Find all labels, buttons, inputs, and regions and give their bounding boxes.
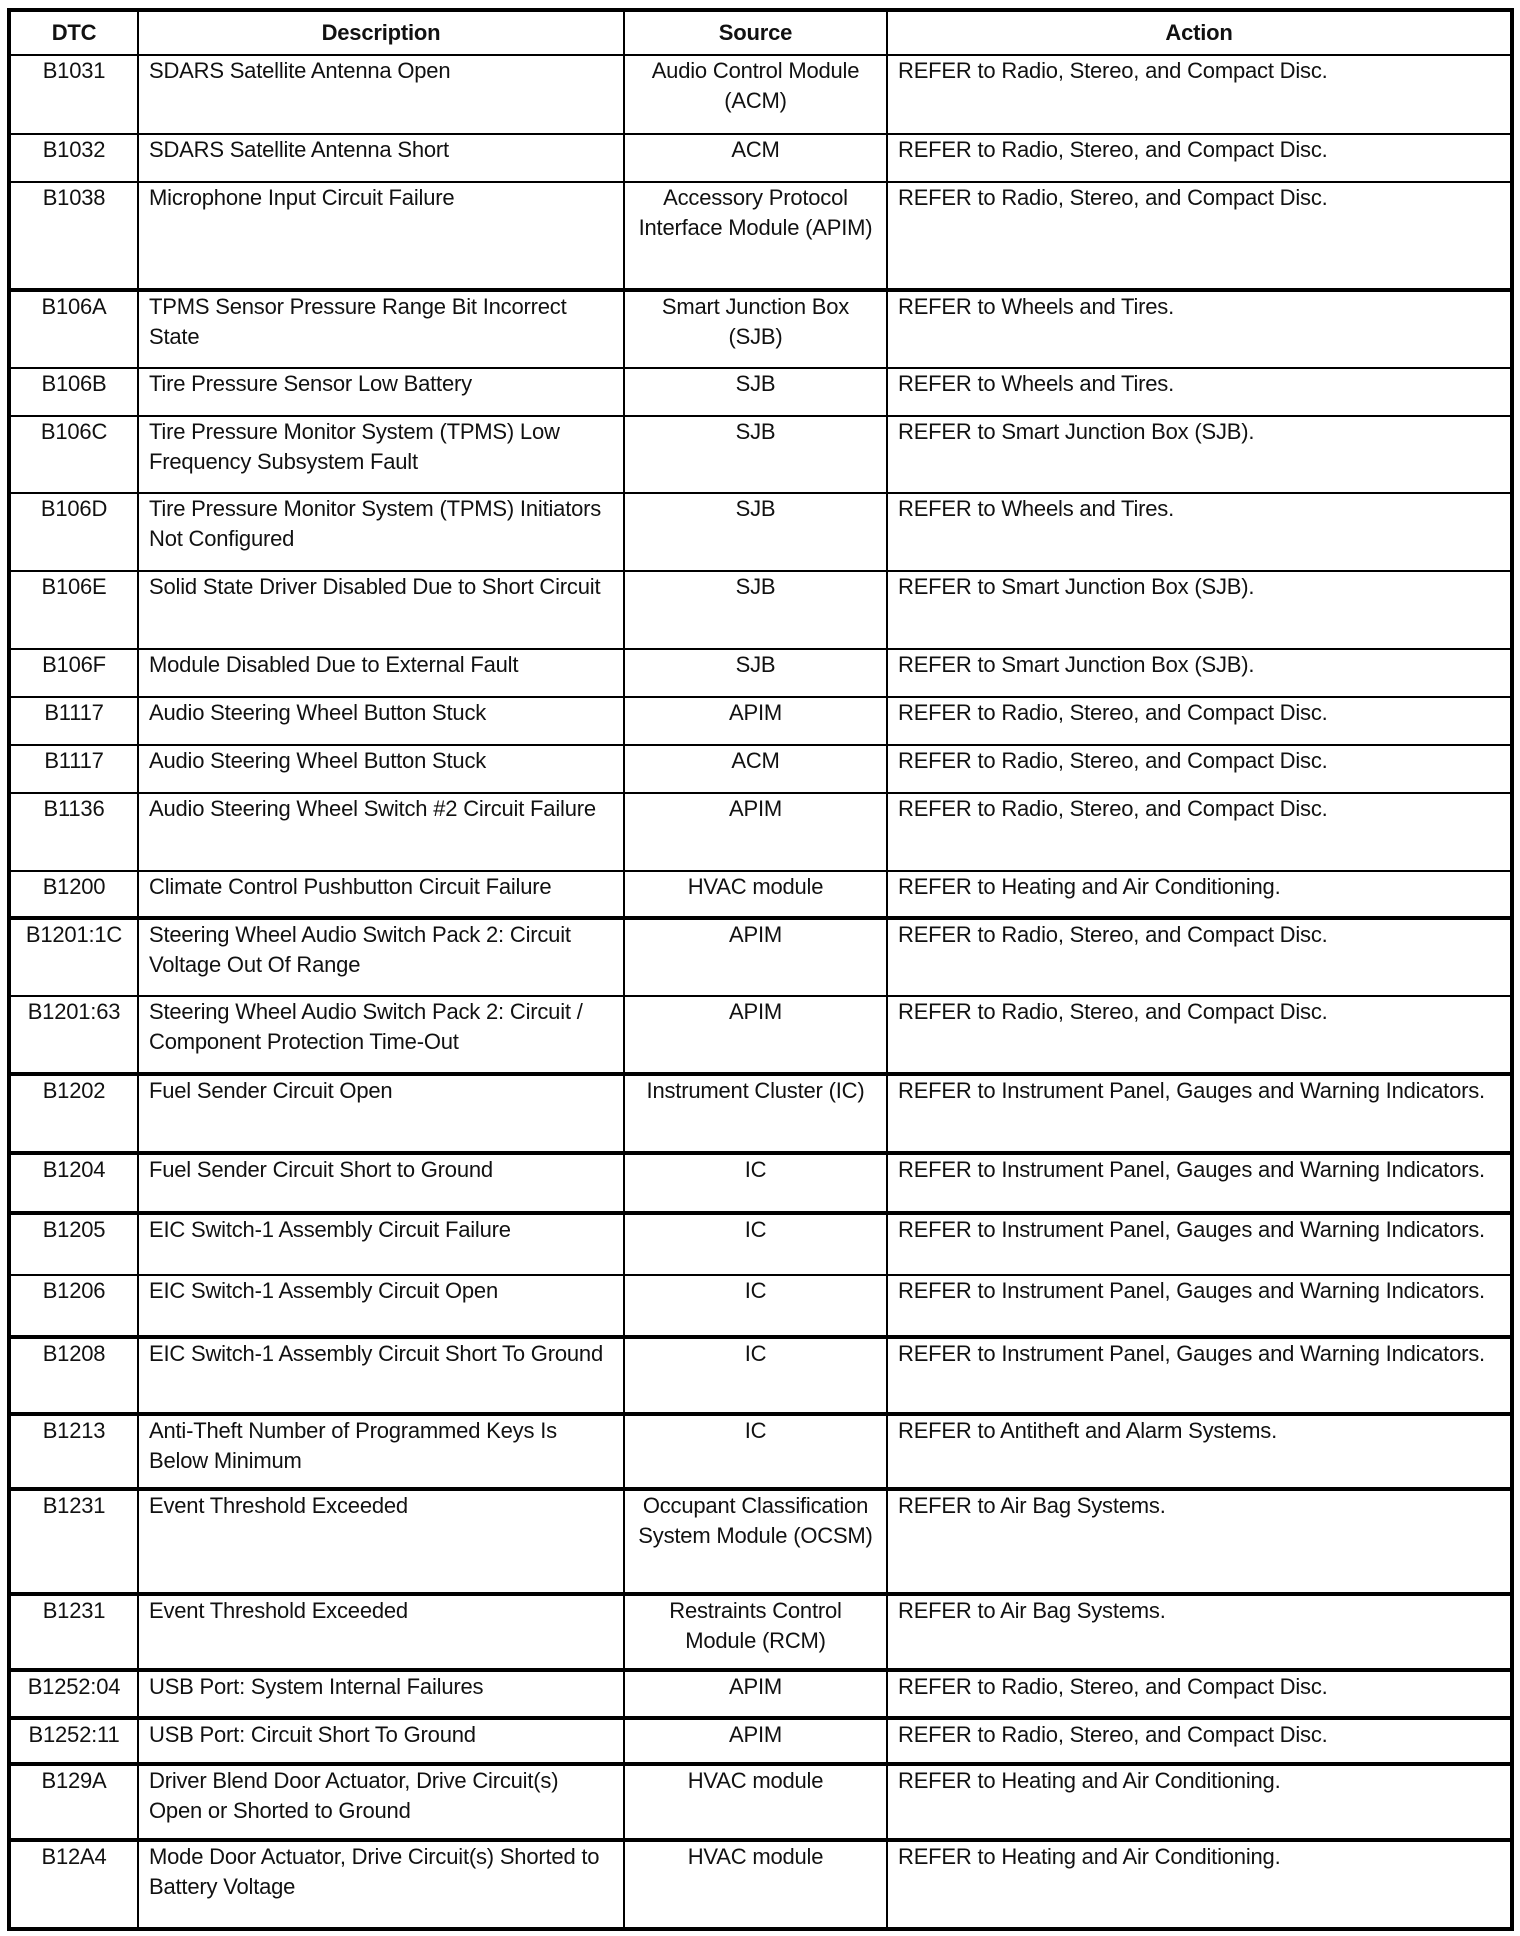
description-cell: Anti-Theft Number of Programmed Keys Is Below Minimum [138,1414,624,1489]
table-row [9,1489,1512,1594]
action-cell: REFER to Wheels and Tires. [887,493,1512,571]
table-row [9,1594,1512,1670]
dtc-cell: B1213 [9,1414,138,1489]
source-cell: Smart Junction Box (SJB) [624,290,887,368]
table-row [9,697,1512,745]
action-cell: REFER to Smart Junction Box (SJB). [887,416,1512,493]
description-cell: Fuel Sender Circuit Short to Ground [138,1153,624,1213]
dtc-cell: B1201:1C [9,918,138,996]
description-cell: SDARS Satellite Antenna Short [138,134,624,182]
dtc-cell: B129A [9,1764,138,1840]
source-cell: IC [624,1213,887,1275]
dtc-cell: B1202 [9,1074,138,1153]
dtc-cell: B106D [9,493,138,571]
dtc-cell: B1252:11 [9,1718,138,1764]
action-cell: REFER to Instrument Panel, Gauges and Warning Indicators. [887,1337,1512,1414]
header-dtc: DTC [9,10,138,55]
table-row [9,1718,1512,1764]
action-cell: REFER to Radio, Stereo, and Compact Disc. [887,745,1512,793]
source-cell: Accessory Protocol Interface Module (APIM) [624,182,887,290]
action-cell: REFER to Air Bag Systems. [887,1489,1512,1594]
table-row [9,1840,1512,1929]
dtc-cell: B1252:04 [9,1670,138,1718]
source-cell: APIM [624,1718,887,1764]
description-cell: Driver Blend Door Actuator, Drive Circuit(s) Open or Shorted to Ground [138,1764,624,1840]
description-cell: Audio Steering Wheel Button Stuck [138,697,624,745]
table-row [9,1153,1512,1213]
source-cell: HVAC module [624,1840,887,1929]
table-row [9,55,1512,134]
source-cell: APIM [624,1670,887,1718]
description-cell: EIC Switch-1 Assembly Circuit Short To Ground [138,1337,624,1414]
action-cell: REFER to Heating and Air Conditioning. [887,1764,1512,1840]
dtc-cell: B1200 [9,871,138,918]
description-cell: Tire Pressure Sensor Low Battery [138,368,624,416]
dtc-table [7,8,1514,1931]
table-row [9,134,1512,182]
source-cell: Restraints Control Module (RCM) [624,1594,887,1670]
dtc-cell: B1032 [9,134,138,182]
source-cell: HVAC module [624,1764,887,1840]
source-cell: IC [624,1275,887,1337]
dtc-cell: B106A [9,290,138,368]
table-row [9,1275,1512,1337]
action-cell: REFER to Heating and Air Conditioning. [887,871,1512,918]
table-row [9,493,1512,571]
table-row [9,1764,1512,1840]
action-cell: REFER to Radio, Stereo, and Compact Disc. [887,134,1512,182]
dtc-cell: B1231 [9,1489,138,1594]
source-cell: SJB [624,571,887,649]
action-cell: REFER to Radio, Stereo, and Compact Disc. [887,1670,1512,1718]
table-row [9,745,1512,793]
dtc-cell: B1206 [9,1275,138,1337]
table-row [9,290,1512,368]
description-cell: EIC Switch-1 Assembly Circuit Failure [138,1213,624,1275]
description-cell: SDARS Satellite Antenna Open [138,55,624,134]
dtc-cell: B1136 [9,793,138,871]
table-row [9,416,1512,493]
source-cell: APIM [624,996,887,1074]
table-row [9,368,1512,416]
source-cell: Occupant Classification System Module (OCSM) [624,1489,887,1594]
table-row [9,793,1512,871]
dtc-cell: B1031 [9,55,138,134]
dtc-cell: B12A4 [9,1840,138,1929]
action-cell: REFER to Wheels and Tires. [887,368,1512,416]
description-cell: Tire Pressure Monitor System (TPMS) Initiators Not Configured [138,493,624,571]
description-cell: USB Port: System Internal Failures [138,1670,624,1718]
table-row [9,996,1512,1074]
source-cell: SJB [624,368,887,416]
description-cell: Fuel Sender Circuit Open [138,1074,624,1153]
description-cell: Event Threshold Exceeded [138,1489,624,1594]
source-cell: Instrument Cluster (IC) [624,1074,887,1153]
action-cell: REFER to Instrument Panel, Gauges and Warning Indicators. [887,1153,1512,1213]
action-cell: REFER to Smart Junction Box (SJB). [887,571,1512,649]
dtc-cell: B106E [9,571,138,649]
table-row [9,571,1512,649]
description-cell: USB Port: Circuit Short To Ground [138,1718,624,1764]
action-cell: REFER to Radio, Stereo, and Compact Disc. [887,1718,1512,1764]
action-cell: REFER to Smart Junction Box (SJB). [887,649,1512,697]
header-source: Source [624,10,887,55]
dtc-cell: B106C [9,416,138,493]
source-cell: APIM [624,793,887,871]
table-row [9,649,1512,697]
source-cell: ACM [624,134,887,182]
table-row [9,1414,1512,1489]
source-cell: HVAC module [624,871,887,918]
action-cell: REFER to Radio, Stereo, and Compact Disc. [887,55,1512,134]
action-cell: REFER to Air Bag Systems. [887,1594,1512,1670]
description-cell: Event Threshold Exceeded [138,1594,624,1670]
table-row [9,182,1512,290]
action-cell: REFER to Heating and Air Conditioning. [887,1840,1512,1929]
source-cell: Audio Control Module (ACM) [624,55,887,134]
table-row [9,1337,1512,1414]
description-cell: Audio Steering Wheel Switch #2 Circuit Failure [138,793,624,871]
header-description: Description [138,10,624,55]
description-cell: Audio Steering Wheel Button Stuck [138,745,624,793]
table-row [9,1213,1512,1275]
table-row [9,871,1512,918]
description-cell: Microphone Input Circuit Failure [138,182,624,290]
dtc-cell: B1201:63 [9,996,138,1074]
table-row [9,1074,1512,1153]
dtc-cell: B1208 [9,1337,138,1414]
dtc-cell: B1117 [9,745,138,793]
action-cell: REFER to Instrument Panel, Gauges and Warning Indicators. [887,1213,1512,1275]
dtc-cell: B1231 [9,1594,138,1670]
table-header-row [9,10,1512,55]
action-cell: REFER to Radio, Stereo, and Compact Disc. [887,182,1512,290]
description-cell: Mode Door Actuator, Drive Circuit(s) Shorted to Battery Voltage [138,1840,624,1929]
description-cell: TPMS Sensor Pressure Range Bit Incorrect State [138,290,624,368]
dtc-cell: B106F [9,649,138,697]
action-cell: REFER to Antitheft and Alarm Systems. [887,1414,1512,1489]
action-cell: REFER to Radio, Stereo, and Compact Disc. [887,918,1512,996]
description-cell: Solid State Driver Disabled Due to Short Circuit [138,571,624,649]
source-cell: IC [624,1153,887,1213]
action-cell: REFER to Instrument Panel, Gauges and Warning Indicators. [887,1074,1512,1153]
action-cell: REFER to Radio, Stereo, and Compact Disc. [887,697,1512,745]
source-cell: IC [624,1337,887,1414]
dtc-cell: B1038 [9,182,138,290]
action-cell: REFER to Instrument Panel, Gauges and Warning Indicators. [887,1275,1512,1337]
header-action: Action [887,10,1512,55]
source-cell: ACM [624,745,887,793]
source-cell: SJB [624,416,887,493]
table-row [9,918,1512,996]
action-cell: REFER to Radio, Stereo, and Compact Disc. [887,996,1512,1074]
source-cell: SJB [624,649,887,697]
description-cell: Module Disabled Due to External Fault [138,649,624,697]
description-cell: Climate Control Pushbutton Circuit Failure [138,871,624,918]
dtc-cell: B1204 [9,1153,138,1213]
source-cell: APIM [624,918,887,996]
dtc-cell: B1117 [9,697,138,745]
action-cell: REFER to Wheels and Tires. [887,290,1512,368]
description-cell: Tire Pressure Monitor System (TPMS) Low Frequency Subsystem Fault [138,416,624,493]
dtc-cell: B1205 [9,1213,138,1275]
description-cell: Steering Wheel Audio Switch Pack 2: Circuit / Component Protection Time-Out [138,996,624,1074]
description-cell: EIC Switch-1 Assembly Circuit Open [138,1275,624,1337]
table-row [9,1670,1512,1718]
source-cell: APIM [624,697,887,745]
description-cell: Steering Wheel Audio Switch Pack 2: Circuit Voltage Out Of Range [138,918,624,996]
source-cell: IC [624,1414,887,1489]
action-cell: REFER to Radio, Stereo, and Compact Disc. [887,793,1512,871]
source-cell: SJB [624,493,887,571]
dtc-cell: B106B [9,368,138,416]
